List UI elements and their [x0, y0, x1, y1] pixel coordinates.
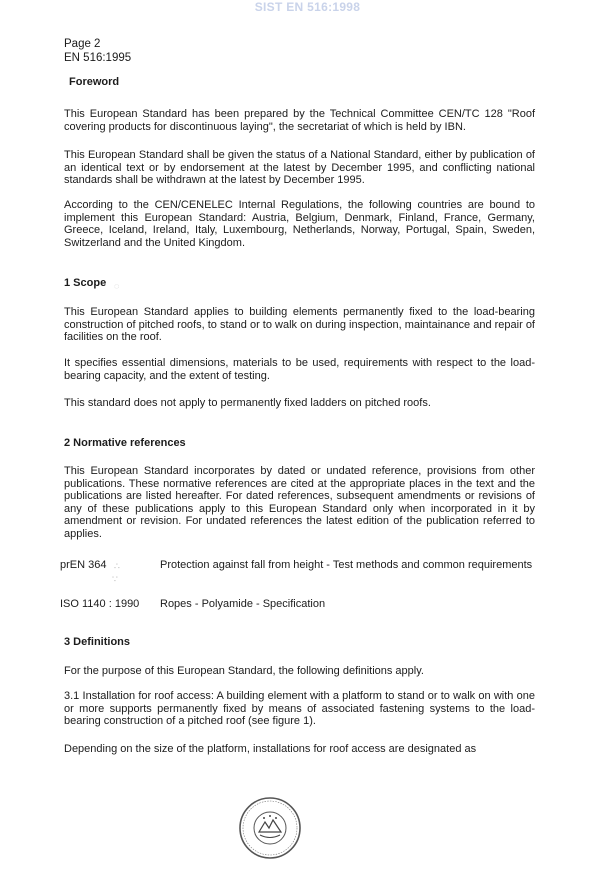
page-number: Page 2 [64, 38, 101, 50]
reference-entry [60, 559, 540, 572]
scope-paragraph-1: This European Standard applies to building elements permanently fixed to the load-bearing construction of pitched roofs, to stand or to walk on during inspection, maintainance and repair of facilities on the roof. [64, 306, 535, 343]
foreword-paragraph-1: This European Standard has been prepared by the Technical Committee CEN/TC 128 "Roof covering products for discontinuous laying", the secretariat of which is held by IBN. [64, 108, 535, 133]
scan-speck: ∴ [114, 561, 120, 571]
definitions-heading: 3 Definitions [64, 636, 131, 648]
scope-paragraph-3: This standard does not apply to permanently fixed ladders on pitched roofs. [64, 397, 431, 409]
definitions-paragraph-2: 3.1 Installation for roof access: A building element with a platform to stand or to walk on with one or more supports permanently fixed by means of associated fastening systems to the load-bearing construction of a pitched roof (see figure 1). [64, 690, 535, 727]
official-seal-stamp [238, 796, 302, 860]
foreword-paragraph-2: This European Standard shall be given the status of a National Standard, either by publication of an identical text or by endorsement at the latest by December 1995, and conflicting national standards shall be withdrawn at the latest by December 1995. [64, 149, 535, 186]
foreword-paragraph-3: According to the CEN/CENELEC Internal Regulations, the following countries are bound to implement this European Standard: Austria, Belgium, Denmark, Finland, France, Germany, Greece, Iceland, Ireland, Italy, Luxembourg, Netherlands, Norway, Portugal, Spain, Sweden, Switzerland and the United Kingdom. [64, 199, 535, 249]
normative-references-heading: 2 Normative references [64, 437, 186, 449]
definitions-paragraph-3: Depending on the size of the platform, installations for roof access are designated as [64, 743, 477, 755]
watermark: SIST EN 516:1998 [254, 0, 361, 14]
page-header [64, 37, 131, 65]
definitions-paragraph-1: For the purpose of this European Standard, the following definitions apply. [64, 665, 424, 677]
reference-code: prEN 364 [60, 559, 107, 571]
scan-speck: ∵ [112, 574, 118, 584]
scope-paragraph-2: It specifies essential dimensions, materials to be used, requirements with respect to the load-bearing capacity, and the extent of testing. [64, 357, 535, 382]
scan-speck: ◌ [114, 281, 120, 291]
reference-title: Protection against fall from height - Test methods and common requirements [160, 559, 533, 571]
scope-heading: 1 Scope [64, 277, 107, 289]
reference-title: Ropes - Polyamide - Specification [160, 598, 326, 610]
reference-code: ISO 1140 : 1990 [60, 598, 140, 610]
reference-entry [60, 598, 540, 611]
foreword-heading: Foreword [69, 76, 120, 88]
standard-number: EN 516:1995 [64, 52, 132, 64]
normative-paragraph: This European Standard incorporates by dated or undated reference, provisions from other publications. These normative references are cited at the appropriate places in the text and the publications are listed hereafter. For dated references, subsequent amendments or revisions of any of these publications apply to this European Standard only when incorporated in it by amendment or revision. For undated references the latest edition of the publication referred to applies. [64, 465, 535, 540]
